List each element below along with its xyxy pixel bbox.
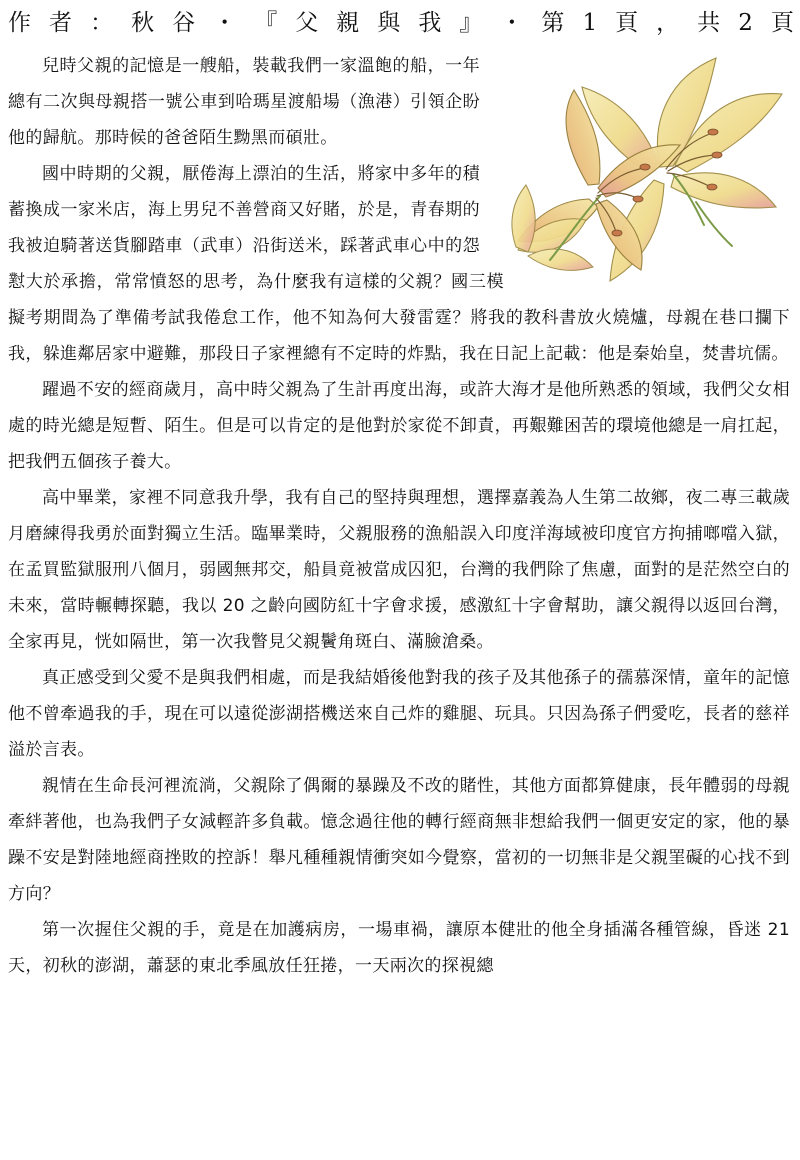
header-char: 第 <box>541 10 565 36</box>
header-char: 親 <box>336 10 360 36</box>
header-char: 』 <box>459 10 483 36</box>
header-char: ・ <box>500 10 524 36</box>
header-char: 者 <box>49 10 73 36</box>
paragraph: 真正感受到父愛不是與我們相處，而是我結婚後他對我的孩子及其他孫子的孺慕深情，童年的記憶他不曾牽過我的手，現在可以遠從澎湖搭機送來自己炸的雞腿、玩具。只因為孫子們愛吃，長者的慈祥溢於言表。 <box>8 668 790 760</box>
paragraph: 第一次握住父親的手，竟是在加護病房，一場車禍，讓原本健壯的他全身插滿各種管線，昏迷 21 天，初秋的澎湖，蕭瑟的東北季風放任狂捲，一天兩次的探視總 <box>8 920 790 976</box>
header-char: 『 <box>254 10 278 36</box>
header-char: 父 <box>295 10 319 36</box>
header-char: 作 <box>8 10 31 36</box>
header-char: 與 <box>377 10 401 36</box>
header-char: ： <box>90 10 114 36</box>
header-char: 共 <box>697 10 721 36</box>
paragraph: 親情在生命長河裡流淌，父親除了偶爾的暴躁及不改的賭性，其他方面都算健康，長年體弱的母親牽絆著他，也為我們子女減輕許多負載。憶念過往他的轉行經商無非想給我們一個更安定的家，他的暴躁不安是對陸地經商挫敗的控訴！舉凡種種親情衝突如今覺察，當初的一切無非是父親罣礙的心找不到方向？ <box>8 776 790 904</box>
header-char: 2 <box>738 10 753 36</box>
paragraph: 高中畢業，家裡不同意我升學，我有自己的堅持與理想，選擇嘉義為人生第二故鄉，夜二專三載歲月磨練得我勇於面對獨立生活。臨畢業時，父親服務的漁船誤入印度洋海域被印度官方拘捕啷噹入獄，在孟買監獄服刑八個月，弱國無邦交，船員竟被當成囚犯，台灣的我們除了焦慮，面對的是茫然空白的未來，當時輾轉探聽，我以 20 之齡向國防紅十字會求援，感激紅十字會幫助，讓父親得以返回台灣，全家再見，恍如隔世，第一次我瞥見父親鬢角斑白、滿臉滄桑。 <box>8 488 790 652</box>
article-body <box>8 48 790 984</box>
header-char: 頁 <box>770 10 794 36</box>
header-char: 頁 <box>615 10 639 36</box>
page-header <box>8 6 794 40</box>
header-char: 秋 <box>131 10 155 36</box>
header-char: 谷 <box>172 10 196 36</box>
header-char: ・ <box>213 10 237 36</box>
lily-flower-illustration-icon <box>490 42 790 292</box>
header-char: 1 <box>582 10 598 36</box>
paragraph: 兒時父親的記憶是一艘船，裝載我們一家溫飽的船，一年總有二次與母親搭一號公車到哈瑪星渡船場（漁港）引領企盼他的歸航。那時候的爸爸陌生黝黑而碩壯。 <box>8 56 480 148</box>
header-char: ， <box>656 10 680 36</box>
paragraph: 躍過不安的經商歲月，高中時父親為了生計再度出海，或許大海才是他所熟悉的領域，我們父女相處的時光總是短暫、陌生。但是可以肯定的是他對於家從不卸責，再艱難困苦的環境他總是一肩扛起，把我們五個孩子養大。 <box>8 380 790 472</box>
paragraph: 國中時期的父親，厭倦海上漂泊的生活，將家中多年的積蓄換成一家米店，海上男兒不善營商又好賭，於是，青春期的我被迫騎著送貨腳踏車（武車）沿街送米，踩著武車心中的怨懟大於承擔，常常憤怒的思考，為什麼我有這樣的父親？國三模擬考期間為了準備考試我倦怠工作，他不知為何大發雷霆？將我的教科書放火燒爐，母親在巷口攔下我，躲進鄰居家中避難，那段日子家裡總有不定時的炸點，我在日記上記載：他是秦始皇，焚書坑儒。 <box>8 164 790 364</box>
header-char: 我 <box>418 10 442 36</box>
